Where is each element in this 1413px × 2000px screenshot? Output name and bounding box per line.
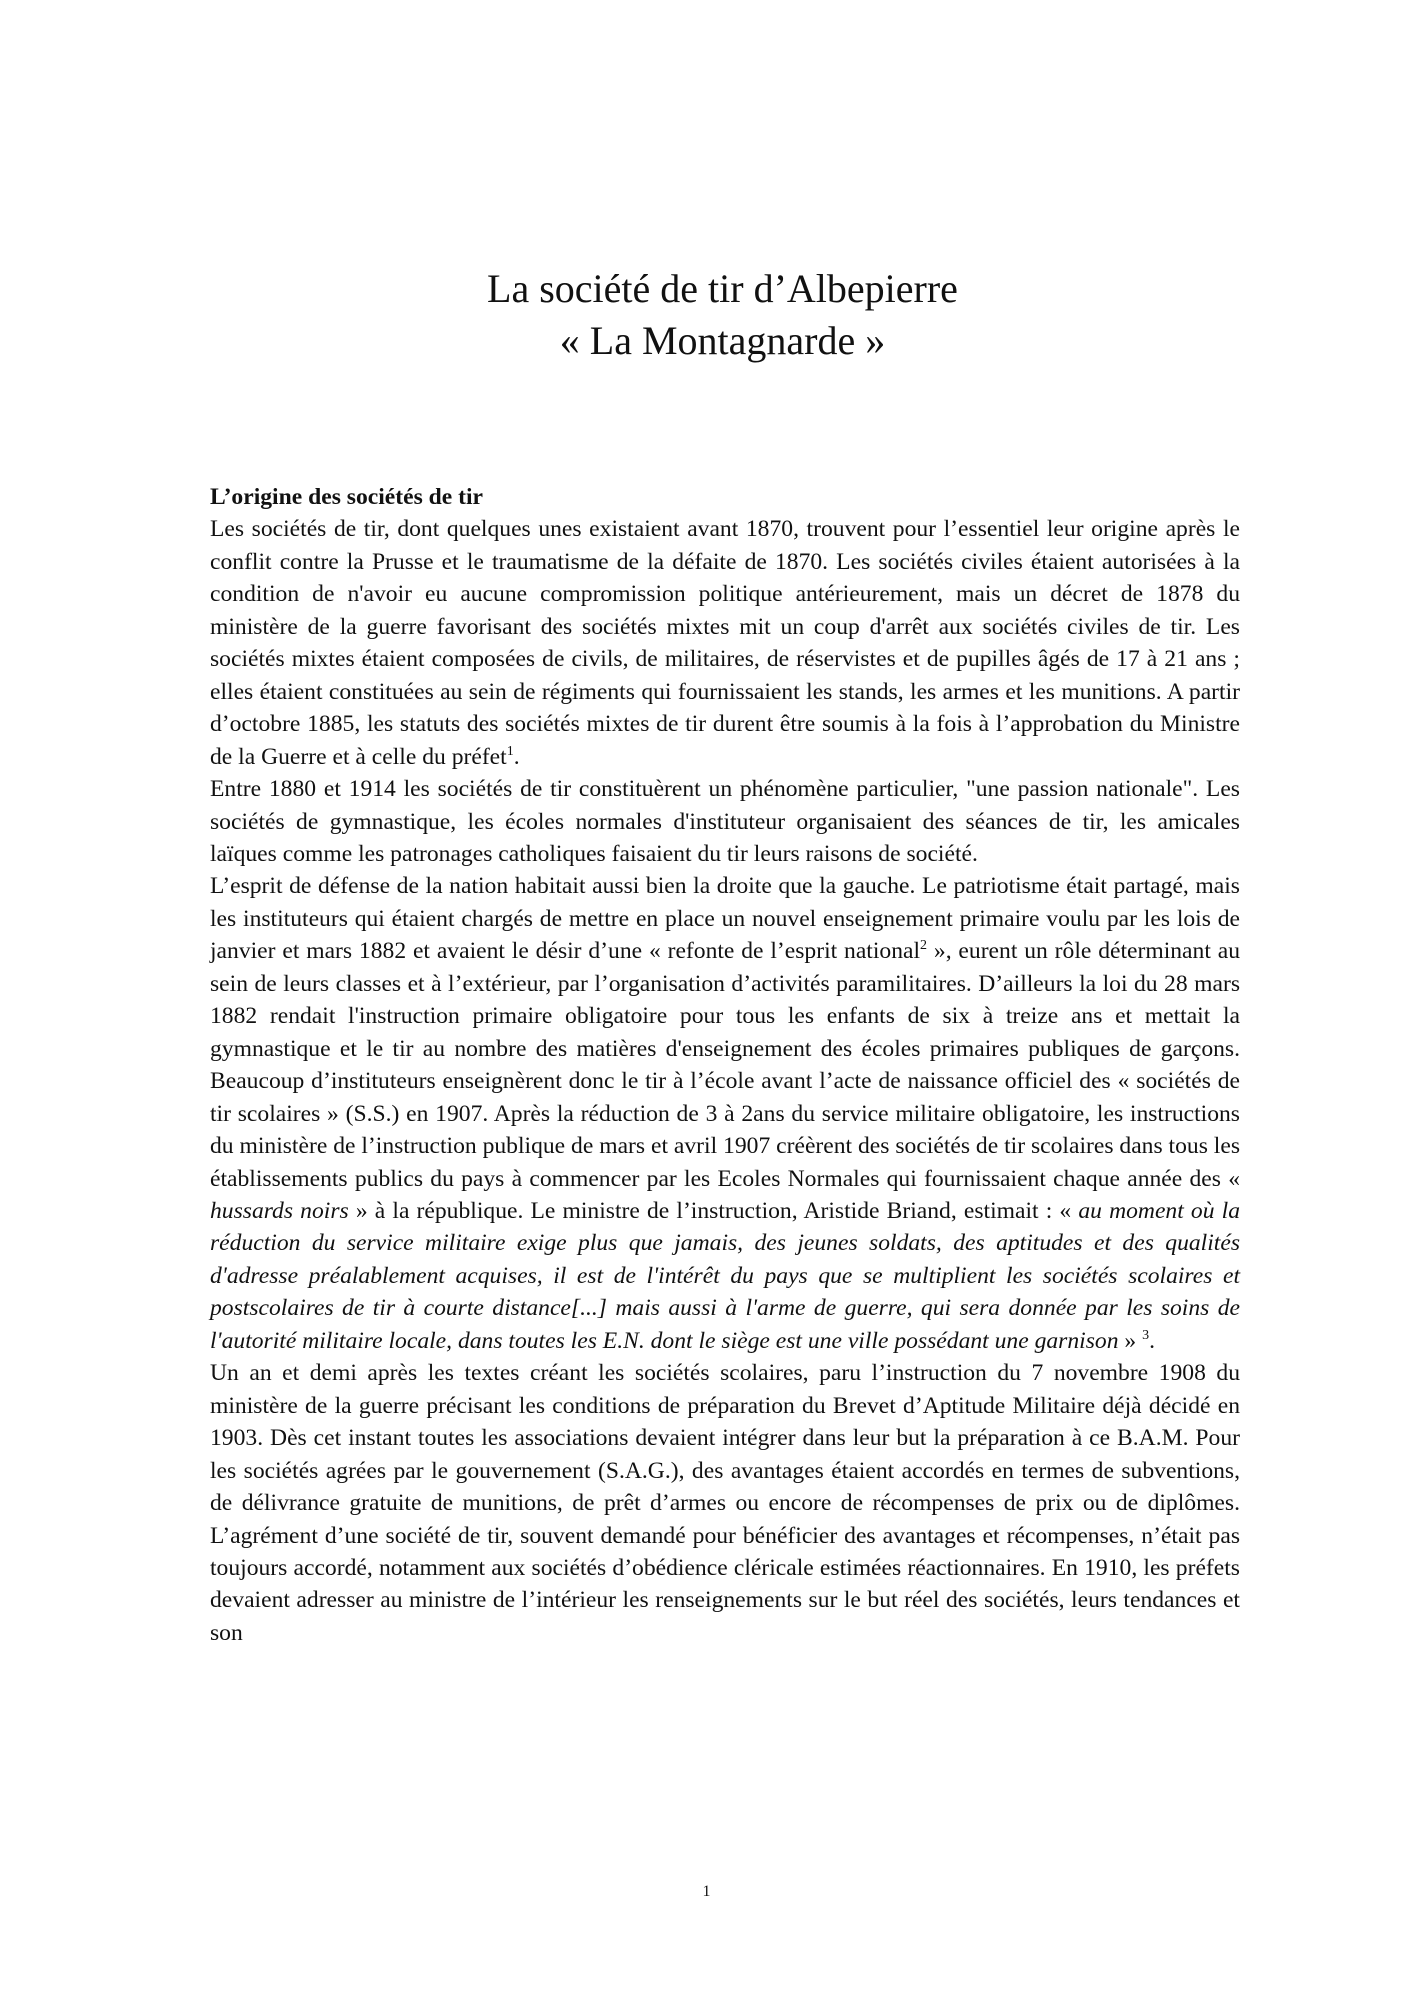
page-number: 1	[702, 1883, 711, 1900]
document-title	[0, 263, 1413, 367]
section-heading: L’origine des sociétés de tir	[210, 484, 484, 510]
paragraph	[210, 870, 1240, 1357]
footnote-reference: 2	[920, 938, 928, 954]
paragraph-text: Un an et demi après les textes créant les sociétés scolaires, paru l’instruction du 7 novembre 1908 du ministère de la guerre précisant les conditions de préparation du Brevet d’Aptitude Militaire déjà décidé en 1903. Dès cet instant toutes les associations devaient intégrer dans leur but la préparation à ce B.A.M. Pour les sociétés agrées par le gouvernement (S.A.G.), des avantages étaient accordés en termes de subventions, de délivrance gratuite de munitions, de prêt d’armes ou encore de récompenses de prix ou de diplômes. L’agrément d’une société de tir, souvent demandé pour bénéficier des avantages et récompenses, n’était pas toujours accordé, notamment aux sociétés d’obédience cléricale estimées réactionnaires. En 1910, les préfets devaient adresser au ministre de l’intérieur les renseignements sur le but réel des sociétés, leurs tendances et son	[210, 1360, 1240, 1646]
paragraph-list	[210, 513, 1240, 1649]
footnote-reference: 3	[1142, 1327, 1150, 1343]
document-body	[210, 481, 1240, 1649]
paragraph-text: »	[1118, 1327, 1143, 1354]
footnote-reference: 1	[506, 743, 514, 759]
paragraph	[210, 1357, 1240, 1649]
paragraph	[210, 773, 1240, 870]
paragraph-text: L’esprit de défense de la nation habitait aussi bien la droite que la gauche. Le patriotisme était partagé, mais les instituteurs qui étaient chargés de mettre en place un nouvel enseignement primaire voulu par les lois de janvier et mars 1882 et avaient le désir d’une « refonte de l’esprit national	[210, 873, 1240, 965]
paragraph-text: .	[513, 743, 520, 770]
title-line-2: « La Montagnarde »	[559, 318, 886, 363]
paragraph-text: .	[1149, 1327, 1155, 1354]
paragraph-text: Les sociétés de tir, dont quelques unes existaient avant 1870, trouvent pour l’essentiel leur origine après le conflit contre la Prusse et le traumatisme de la défaite de 1870. Les sociétés civiles étaient autorisées à la condition de n'avoir eu aucune compromission politique antérieurement, mais un décret de 1878 du ministère de la guerre favorisant des sociétés mixtes mit un coup d'arrêt aux sociétés civiles de tir. Les sociétés mixtes étaient composées de civils, de militaires, de réservistes et de pupilles âgés de 17 à 21 ans ; elles étaient constituées au sein de régiments qui fournissaient les stands, les armes et les munitions. A partir d’octobre 1885, les statuts des sociétés mixtes de tir durent être soumis à la fois à l’approbation du Ministre de la Guerre et à celle du préfet	[210, 516, 1240, 770]
title-line-1: La société de tir d’Albepierre	[487, 266, 958, 311]
italic-text: au moment où la réduction du service militaire exige plus que jamais, des jeunes soldats, des aptitudes et des qualités d'adresse préalablement acquises, il est de l'intérêt du pays que se multiplient les sociétés scolaires et postscolaires de tir à courte distance[...] mais aussi à l'arme de guerre, qui sera donnée par les soins de l'autorité militaire locale, dans toutes les E.N. dont le siège est une ville possédant une garnison	[210, 1197, 1241, 1354]
paragraph-text: », eurent un rôle déterminant au sein de leurs classes et à l’extérieur, par l’organisation d’activités paramilitaires. D’ailleurs la loi du 28 mars 1882 rendait l'instruction primaire obligatoire pour tous les enfants de six à treize ans et mettait la gymnastique et le tir au nombre des matières d'enseignement des écoles primaires publiques de garçons. Beaucoup d’instituteurs enseignèrent donc le tir à l’école avant l’acte de naissance officiel des « sociétés de tir scolaires » (S.S.) en 1907. Après la réduction de 3 à 2ans du service militaire obligatoire, les instructions du ministère de l’instruction publique de mars et avril 1907 créèrent des sociétés de tir scolaires dans tous les établissements publics du pays à commencer par les Ecoles Normales qui fournissaient chaque année des «	[210, 938, 1240, 1192]
paragraph-text: Entre 1880 et 1914 les sociétés de tir constituèrent un phénomène particulier, "une passion nationale". Les sociétés de gymnastique, les écoles normales d'instituteur organisaient des séances de tir, les amicales laïques comme les patronages catholiques faisaient du tir leurs raisons de société.	[210, 776, 1240, 867]
italic-text: hussards noirs	[210, 1197, 349, 1224]
paragraph	[210, 513, 1240, 773]
paragraph-text: » à la république. Le ministre de l’instruction, Aristide Briand, estimait : «	[348, 1197, 1079, 1224]
